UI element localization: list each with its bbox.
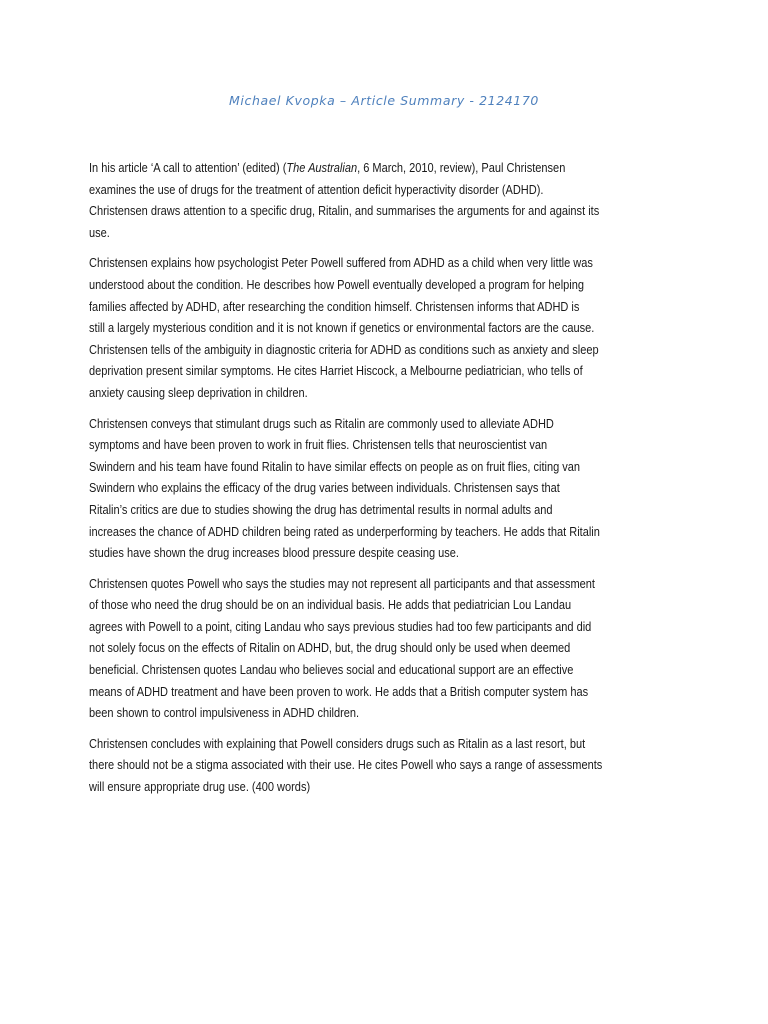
text-line — [89, 158, 684, 180]
text-line: Christensen draws attention to a specific drug, Ritalin, and summarises the arguments for and against its — [89, 204, 600, 219]
text-line: families affected by ADHD, after researching the condition himself. Christensen informs that ADHD is — [89, 299, 580, 314]
paragraph — [89, 253, 684, 404]
publication-name: The Australian — [286, 161, 358, 175]
text-line: understood about the condition. He describes how Powell eventually developed a program for helping — [89, 277, 584, 292]
text-line: anxiety causing sleep deprivation in children. — [89, 385, 308, 400]
text-line: Ritalin’s critics are due to studies showing the drug has detrimental results in normal adults and — [89, 502, 553, 517]
text-line: Christensen concludes with explaining that Powell considers drugs such as Ritalin as a last resort, but — [89, 736, 586, 751]
text-line: deprivation present similar symptoms. He cites Harriet Hiscock, a Melbourne pediatrician, who tells of — [89, 364, 583, 379]
text-line: use. — [89, 225, 110, 240]
text-line: studies have shown the drug increases blood pressure despite ceasing use. — [89, 546, 460, 561]
text-line: been shown to control impulsiveness in ADHD children. — [89, 706, 360, 721]
text-line: Christensen tells of the ambiguity in diagnostic criteria for ADHD as conditions such as anxiety and sleep — [89, 342, 599, 357]
text-line: symptoms and have been proven to work in fruit flies. Christensen tells that neuroscientist van — [89, 438, 548, 453]
text-line: Christensen explains how psychologist Peter Powell suffered from ADHD as a child when very little was — [89, 256, 593, 271]
text-line: still a largely mysterious condition and it is not known if genetics or environmental factors are the cause. — [89, 321, 595, 336]
text-line: Christensen quotes Powell who says the studies may not represent all participants and that assessment — [89, 576, 595, 591]
text-line: agrees with Powell to a point, citing Landau who says previous studies had too few participants and did — [89, 619, 592, 634]
text-line: examines the use of drugs for the treatment of attention deficit hyperactivity disorder (ADHD). — [89, 182, 544, 197]
paragraph — [89, 158, 684, 244]
text-line: beneficial. Christensen quotes Landau who believes social and educational support are an effective — [89, 663, 574, 678]
intro-text: In his article ‘A call to attention’ (edited) ( — [89, 161, 287, 175]
text-line: Swindern who explains the efficacy of the drug varies between individuals. Christensen says that — [89, 481, 560, 496]
text-line: Christensen conveys that stimulant drugs such as Ritalin are commonly used to alleviate ADHD — [89, 416, 554, 431]
paragraph — [89, 574, 684, 725]
document-body — [89, 158, 684, 808]
paragraph — [89, 734, 684, 799]
text-line: not solely focus on the effects of Ritalin on ADHD, but, the drug should only be used when deemed — [89, 641, 571, 656]
text-line: means of ADHD treatment and have been proven to work. He adds that a British computer system has — [89, 684, 589, 699]
document-title: Michael Kvopka – Article Summary - 2124170 — [229, 93, 539, 108]
text-line: Swindern and his team have found Ritalin to have similar effects on people as on fruit flies, citing van — [89, 459, 581, 474]
text-line: increases the chance of ADHD children being rated as underperforming by teachers. He adds that Ritalin — [89, 524, 600, 539]
text-line: of those who need the drug should be on an individual basis. He adds that pediatrician Lou Landau — [89, 598, 572, 613]
text-line: there should not be a stigma associated with their use. He cites Powell who says a range of assessments — [89, 758, 603, 773]
intro-text: , 6 March, 2010, review), Paul Christensen — [357, 161, 566, 175]
paragraph — [89, 414, 684, 565]
text-line: will ensure appropriate drug use. (400 words) — [89, 780, 311, 795]
